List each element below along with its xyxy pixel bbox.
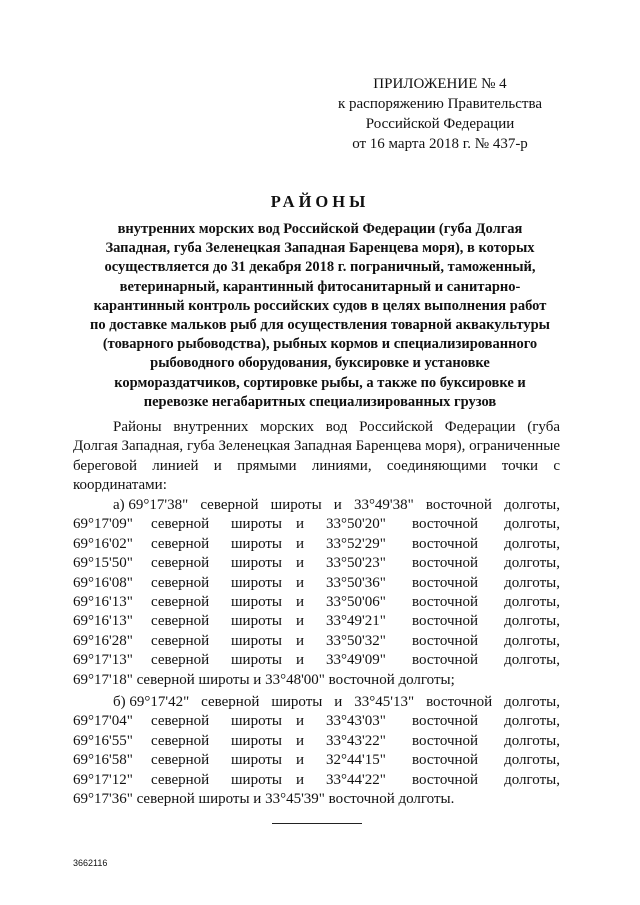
- coordinate-token: и: [333, 497, 342, 513]
- north-word: северной: [151, 613, 210, 630]
- north-word: северной: [151, 555, 210, 572]
- latitude-value: 69°16'02": [73, 535, 133, 552]
- latitude-value: 69°15'50": [73, 555, 133, 572]
- coordinate-token: 33°45'13": [354, 694, 415, 710]
- and-word: и: [296, 613, 305, 630]
- north-word: северной: [151, 771, 210, 788]
- coordinate-token: восточной: [426, 694, 493, 710]
- latitude-word: широты: [231, 632, 283, 649]
- and-word: и: [296, 732, 305, 749]
- document-number: 3662116: [73, 858, 108, 868]
- longitude-value: 33°50'23": [326, 555, 386, 572]
- document-subtitle: [78, 220, 562, 412]
- north-word: северной: [151, 574, 210, 591]
- longitude-word: долготы,: [504, 593, 560, 610]
- subtitle-line: (товарного рыбоводства), рыбных кормов и специализированного: [102, 336, 538, 353]
- and-word: и: [296, 593, 305, 610]
- east-word: восточной: [412, 555, 479, 572]
- coordinate-token: восточной: [425, 497, 492, 513]
- and-word: и: [296, 752, 305, 769]
- and-word: и: [296, 632, 305, 649]
- appendix-title: ПРИЛОЖЕНИЕ № 4: [373, 76, 507, 92]
- longitude-word: долготы,: [504, 713, 560, 730]
- coordinate-row: [73, 574, 560, 593]
- coordinate-row: [73, 554, 560, 573]
- subtitle-line: перевозке негабаритных специализированных грузов: [143, 393, 497, 410]
- longitude-word: долготы,: [504, 613, 560, 630]
- north-word: северной: [151, 632, 210, 649]
- coordinate-row: [73, 535, 560, 554]
- coordinate-row: [73, 651, 560, 670]
- latitude-word: широты: [231, 555, 283, 572]
- longitude-value: 33°49'09": [326, 652, 386, 669]
- latitude-word: широты: [231, 613, 283, 630]
- subtitle-line: ветеринарный, карантинный фитосанитарный и санитарно-: [119, 278, 521, 295]
- latitude-value: 69°16'55": [73, 732, 133, 749]
- latitude-word: широты: [231, 574, 283, 591]
- coordinate-row: [73, 593, 560, 612]
- longitude-word: долготы,: [504, 535, 560, 552]
- latitude-word: широты: [231, 535, 283, 552]
- coordinate-token: северной: [201, 694, 260, 710]
- appendix-date-line: от 16 марта 2018 г. № 437-р: [352, 136, 528, 152]
- subtitle-line: рыбоводного оборудования, буксировке и установке: [150, 355, 490, 372]
- and-word: и: [296, 574, 305, 591]
- subtitle-line: карантинный контроль российских судов в целях выполнения работ: [93, 297, 547, 314]
- and-word: и: [296, 652, 305, 669]
- latitude-word: широты: [231, 752, 283, 769]
- coordinate-token: широты: [271, 694, 323, 710]
- coordinate-token: широты: [270, 497, 322, 513]
- subtitle-line: кормораздатчиков, сортировке рыбы, а также по буксировке и: [114, 374, 526, 391]
- longitude-word: долготы,: [504, 555, 560, 572]
- subtitle-line: внутренних морских вод Российской Федерации (губа Долгая: [117, 221, 523, 237]
- north-word: северной: [151, 652, 210, 669]
- north-word: северной: [151, 593, 210, 610]
- longitude-value: 33°50'20": [326, 516, 386, 533]
- and-word: и: [296, 771, 305, 788]
- coordinate-token: б) 69°17'42": [113, 694, 190, 710]
- latitude-word: широты: [231, 652, 283, 669]
- east-word: восточной: [412, 574, 479, 591]
- longitude-value: 33°52'29": [326, 535, 386, 552]
- longitude-value: 33°43'22": [326, 732, 386, 749]
- coordinate-token: и: [334, 694, 343, 710]
- coordinate-row: [73, 771, 560, 790]
- north-word: северной: [151, 713, 210, 730]
- north-word: северной: [151, 732, 210, 749]
- east-word: восточной: [412, 713, 479, 730]
- latitude-value: 69°16'58": [73, 752, 133, 769]
- subtitle-line: осуществляется до 31 декабря 2018 г. пограничный, таможенный,: [104, 259, 536, 276]
- longitude-value: 32°44'15": [326, 752, 386, 769]
- and-word: и: [296, 555, 305, 572]
- coordinate-line-last: 69°17'18" северной широты и 33°48'00" восточной долготы;: [73, 671, 455, 688]
- coordinates-section-a: [73, 496, 560, 690]
- and-word: и: [296, 516, 305, 533]
- coordinate-token: северной: [200, 497, 259, 513]
- and-word: и: [296, 713, 305, 730]
- coordinate-line-first: [73, 693, 560, 712]
- north-word: северной: [151, 535, 210, 552]
- appendix-header: [330, 74, 550, 154]
- coordinate-row: [73, 515, 560, 534]
- longitude-value: 33°49'21": [326, 613, 386, 630]
- latitude-value: 69°17'12": [73, 771, 133, 788]
- east-word: восточной: [412, 613, 479, 630]
- latitude-value: 69°17'04": [73, 713, 133, 730]
- latitude-word: широты: [231, 771, 283, 788]
- appendix-ref-line: Российской Федерации: [365, 116, 515, 132]
- latitude-value: 69°16'08": [73, 574, 133, 591]
- north-word: северной: [151, 516, 210, 533]
- latitude-value: 69°17'13": [73, 652, 133, 669]
- latitude-value: 69°17'09": [73, 516, 133, 533]
- latitude-word: широты: [231, 732, 283, 749]
- coordinate-token: а) 69°17'38": [113, 497, 189, 513]
- longitude-value: 33°44'22": [326, 771, 386, 788]
- longitude-value: 33°43'03": [326, 713, 386, 730]
- latitude-value: 69°16'13": [73, 593, 133, 610]
- east-word: восточной: [412, 732, 479, 749]
- appendix-ref-line: к распоряжению Правительства: [337, 96, 542, 112]
- east-word: восточной: [412, 535, 479, 552]
- coordinate-row: [73, 632, 560, 651]
- latitude-value: 69°16'13": [73, 613, 133, 630]
- coordinate-line-first: [73, 496, 560, 515]
- subtitle-line: Западная, губа Зеленецкая Западная Баренцева моря), в которых: [105, 240, 535, 257]
- east-word: восточной: [412, 771, 479, 788]
- coordinate-row: [73, 712, 560, 731]
- longitude-word: долготы,: [504, 632, 560, 649]
- coordinate-row: [73, 732, 560, 751]
- latitude-word: широты: [231, 593, 283, 610]
- longitude-word: долготы,: [504, 574, 560, 591]
- longitude-value: 33°50'36": [326, 574, 386, 591]
- latitude-word: широты: [231, 713, 283, 730]
- coordinate-row: [73, 612, 560, 631]
- coordinate-token: 33°49'38": [353, 497, 414, 513]
- intro-paragraph: Районы внутренних морских вод Российской Федерации (губа Долгая Западная, губа Зеленецкая Западная Баренцева моря), ограниченные береговой линией и прямыми линиями, соединяющими точки с координатами:: [73, 419, 560, 494]
- and-word: и: [296, 535, 305, 552]
- longitude-word: долготы,: [504, 652, 560, 669]
- longitude-value: 33°50'06": [326, 593, 386, 610]
- coordinate-line-last: 69°17'36" северной широты и 33°45'39" восточной долготы.: [73, 790, 455, 807]
- closing-rule: [272, 823, 362, 824]
- subtitle-line: по доставке мальков рыб для осуществления товарной аквакультуры: [90, 317, 550, 334]
- east-word: восточной: [412, 516, 479, 533]
- east-word: восточной: [412, 632, 479, 649]
- latitude-word: широты: [231, 516, 283, 533]
- east-word: восточной: [412, 593, 479, 610]
- longitude-word: долготы,: [504, 732, 560, 749]
- east-word: восточной: [412, 752, 479, 769]
- coordinate-token: долготы,: [504, 694, 560, 710]
- east-word: восточной: [412, 652, 479, 669]
- coordinate-row: [73, 751, 560, 770]
- north-word: северной: [151, 752, 210, 769]
- coordinate-token: долготы,: [504, 497, 560, 513]
- coordinates-section-b: [73, 693, 560, 809]
- longitude-value: 33°50'32": [326, 632, 386, 649]
- document-title: РАЙОНЫ: [270, 192, 370, 211]
- longitude-word: долготы,: [504, 516, 560, 533]
- longitude-word: долготы,: [504, 752, 560, 769]
- latitude-value: 69°16'28": [73, 632, 133, 649]
- longitude-word: долготы,: [504, 771, 560, 788]
